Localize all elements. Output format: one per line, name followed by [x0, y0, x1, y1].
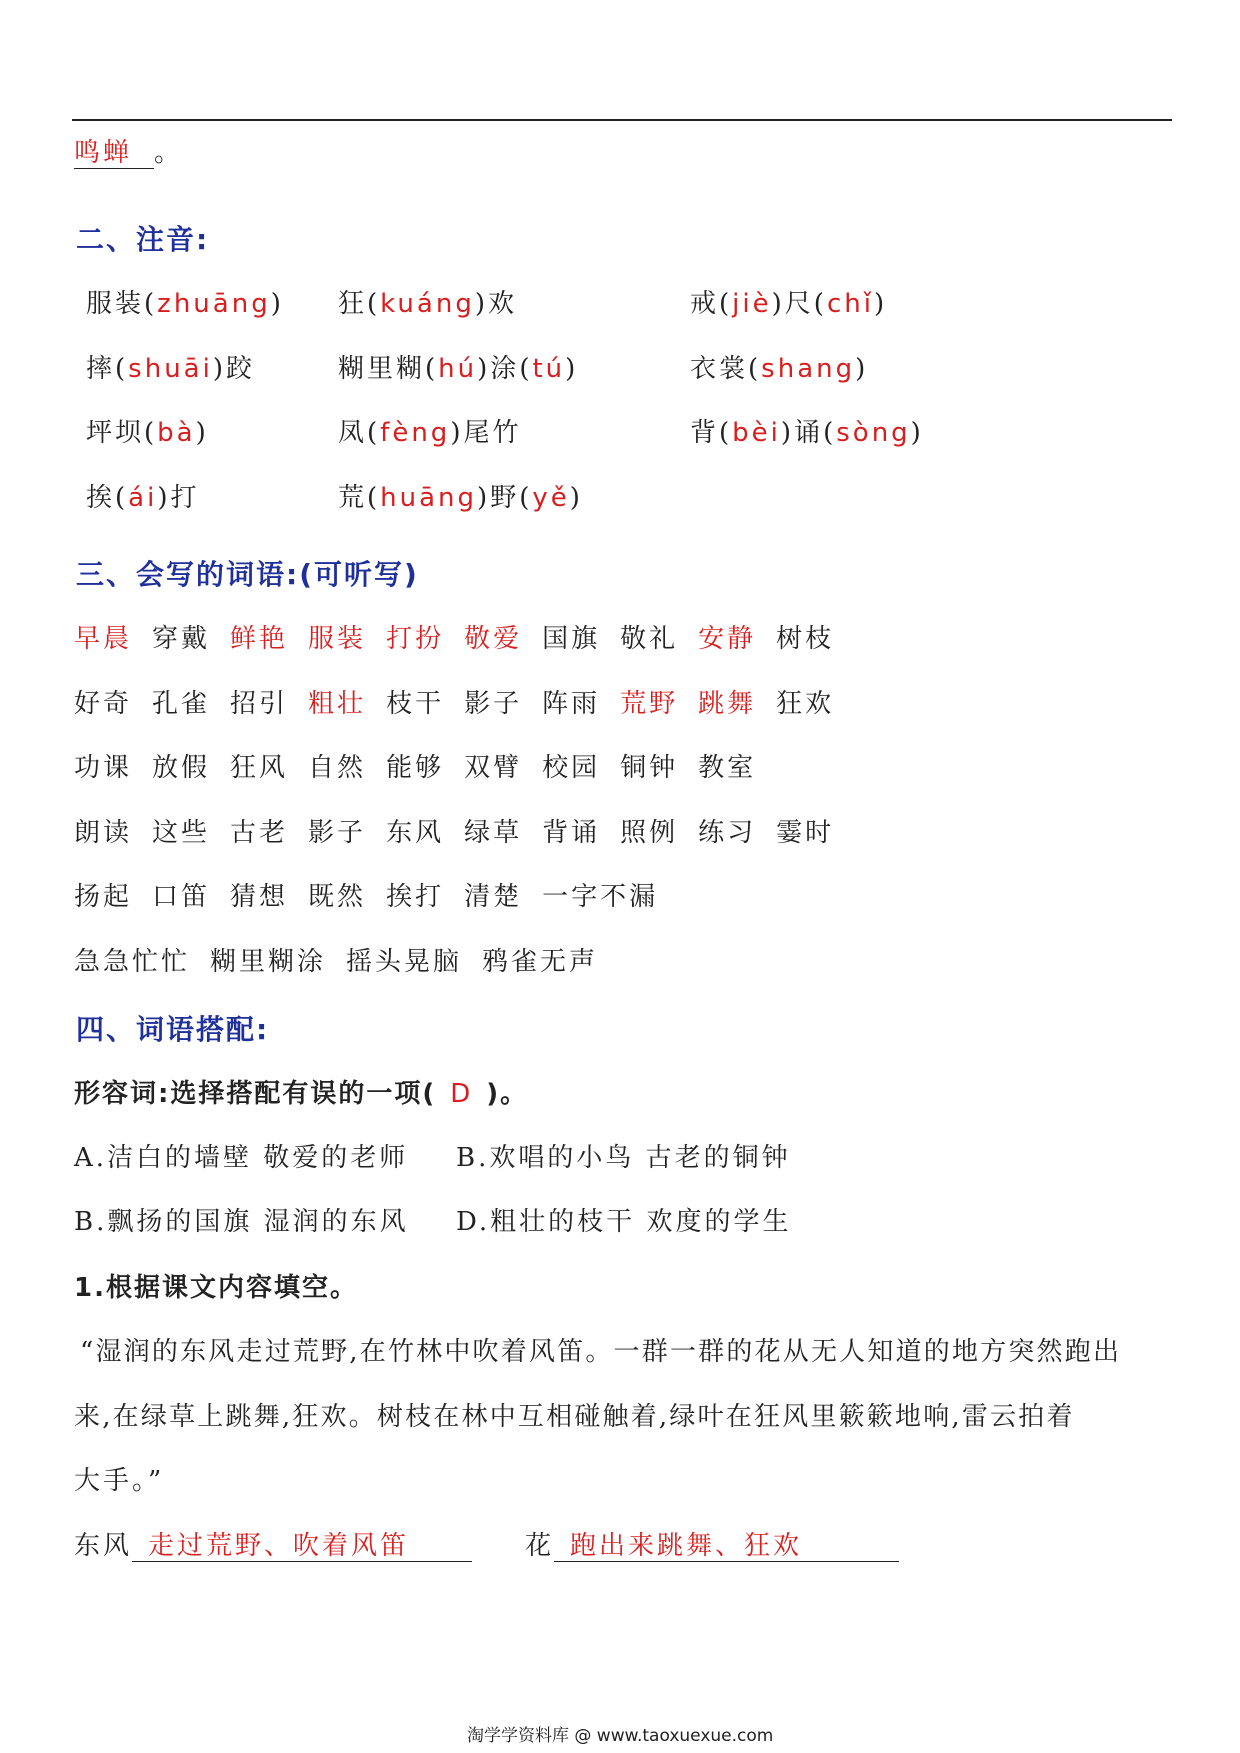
pinyin-item	[338, 283, 517, 320]
word-line	[74, 618, 854, 655]
vocab-word: 铜钟	[620, 753, 679, 783]
pinyin-word: 糊里糊	[338, 354, 426, 384]
pinyin-item	[338, 412, 521, 449]
option-b1: B.欢唱的小鸟 古老的铜钟	[456, 1143, 791, 1173]
paren-close: )	[474, 289, 488, 319]
vocab-word: 能够	[386, 753, 445, 783]
vocab-word: 安静	[698, 624, 757, 654]
vocab-word: 树枝	[776, 624, 835, 654]
vocab-word: 早晨	[74, 624, 133, 654]
pinyin-item	[690, 283, 887, 320]
paren-close: )	[450, 418, 464, 448]
pinyin-word: 狂	[338, 289, 368, 319]
vocab-word: 古老	[230, 818, 289, 848]
question-end: )。	[486, 1079, 529, 1109]
paren-close: )	[195, 418, 209, 448]
vocab-word: 糊里糊涂	[210, 947, 327, 977]
section-2-title: 二、注音:	[76, 223, 210, 256]
vocab-word: 一字不漏	[542, 882, 659, 912]
vocab-word: 敬爱	[464, 624, 523, 654]
pinyin-word: 涂	[490, 354, 520, 384]
footer-credit: 淘学学资料库 @ www.taoxuexue.com	[467, 1726, 774, 1746]
pinyin-word: 欢	[487, 289, 517, 319]
paren-close: )	[780, 418, 795, 448]
paren-open: (	[367, 289, 381, 319]
paren-close: )	[910, 418, 924, 448]
vocab-word: 放假	[152, 753, 211, 783]
question-text: 形容词:选择搭配有误的一项(	[74, 1079, 437, 1109]
pinyin-item	[690, 412, 924, 449]
vocab-word: 招引	[230, 689, 289, 719]
vocab-word: 急急忙忙	[74, 947, 191, 977]
vocab-word: 朗读	[74, 818, 133, 848]
pinyin-answer: kuáng	[380, 289, 475, 319]
top-period: 。	[154, 138, 184, 168]
pinyin-word: 尾竹	[463, 418, 522, 448]
pinyin-answer: bèi	[732, 418, 781, 448]
paren-close: )	[477, 354, 491, 384]
question-answer: D	[450, 1079, 473, 1109]
pinyin-word: 凤	[338, 418, 368, 448]
vocab-word: 阵雨	[542, 689, 601, 719]
fill-answer-1	[74, 1525, 472, 1562]
vocab-word: 这些	[152, 818, 211, 848]
pinyin-word: 荒	[338, 483, 368, 513]
pinyin-word: 挨	[86, 483, 116, 513]
paren-open: (	[519, 354, 533, 384]
word-line	[74, 876, 678, 913]
pinyin-answer: ái	[128, 483, 158, 513]
vocab-word: 影子	[464, 689, 523, 719]
vocab-word: 绿草	[464, 818, 523, 848]
word-line	[74, 747, 776, 784]
vocab-word: 自然	[308, 753, 367, 783]
vocab-word: 好奇	[74, 689, 133, 719]
pinyin-item	[86, 477, 200, 514]
vocab-word: 摇头晃脑	[346, 947, 463, 977]
vocab-word: 背诵	[542, 818, 601, 848]
paren-close: )	[873, 289, 888, 319]
pinyin-word: 坪坝	[86, 418, 145, 448]
pinyin-word: 衣裳	[690, 354, 749, 384]
top-answer: 鸣蝉	[74, 138, 154, 169]
vocab-word: 练习	[698, 818, 757, 848]
vocab-word: 鸦雀无声	[482, 947, 599, 977]
pinyin-answer: hú	[438, 354, 478, 384]
pinyin-item	[338, 348, 578, 385]
word-line	[74, 683, 854, 720]
paren-close: )	[565, 354, 579, 384]
vocab-word: 东风	[386, 818, 445, 848]
pinyin-answer: sòng	[836, 418, 911, 448]
section-4-title: 四、词语搭配:	[76, 1013, 270, 1046]
paren-open: (	[367, 418, 381, 448]
vocab-word: 打扮	[386, 624, 445, 654]
vocab-word: 孔雀	[152, 689, 211, 719]
vocab-word: 照例	[620, 818, 679, 848]
pinyin-answer: shang	[761, 354, 856, 384]
vocab-word: 荒野	[620, 689, 679, 719]
passage-line-2: 来,在绿草上跳舞,狂欢。树枝在林中互相碰触着,绿叶在狂风里簌簌地响,雷云拍着	[74, 1402, 1075, 1432]
passage-line-3: 大手。”	[74, 1466, 165, 1496]
vocab-word: 影子	[308, 818, 367, 848]
fill-answer-flowers: 跑出来跳舞、狂欢	[554, 1531, 899, 1562]
paren-close: )	[771, 289, 785, 319]
top-rule	[72, 119, 1172, 121]
paren-close: )	[212, 354, 226, 384]
pinyin-answer: fèng	[380, 418, 451, 448]
vocab-word: 口笛	[152, 882, 211, 912]
option-b2: B.飘扬的国旗 湿润的东风	[74, 1207, 409, 1237]
pinyin-answer: yě	[532, 483, 570, 513]
word-line	[74, 941, 618, 978]
vocab-word: 服装	[308, 624, 367, 654]
vocab-word: 清楚	[464, 882, 523, 912]
vocab-word: 挨打	[386, 882, 445, 912]
vocab-word: 穿戴	[152, 624, 211, 654]
pinyin-answer: jiè	[732, 289, 772, 319]
vocab-word: 跳舞	[698, 689, 757, 719]
passage-line-1: “湿润的东风走过荒野,在竹林中吹着风笛。一群一群的花从无人知道的地方突然跑出	[80, 1337, 1122, 1367]
pinyin-word: 服装	[86, 289, 145, 319]
fill-answer-2	[525, 1525, 899, 1562]
paren-open: (	[144, 418, 158, 448]
vocab-word: 教室	[698, 753, 757, 783]
pinyin-word: 尺	[784, 289, 814, 319]
paren-open: (	[367, 483, 381, 513]
pinyin-item	[338, 477, 583, 514]
pinyin-answer: huāng	[380, 483, 478, 513]
pinyin-word: 背	[690, 418, 720, 448]
paren-open: (	[519, 483, 533, 513]
pinyin-word: 诵	[794, 418, 824, 448]
vocab-word: 狂风	[230, 753, 289, 783]
pinyin-word: 野	[490, 483, 520, 513]
pinyin-answer: tú	[532, 354, 566, 384]
paren-close: )	[569, 483, 583, 513]
paren-open: (	[748, 354, 762, 384]
vocab-word: 功课	[74, 753, 133, 783]
vocab-word: 敬礼	[620, 624, 679, 654]
paren-open: (	[719, 418, 733, 448]
paren-open: (	[115, 483, 129, 513]
pinyin-answer: zhuāng	[157, 289, 271, 319]
pinyin-answer: chǐ	[826, 289, 874, 319]
pinyin-item	[86, 412, 209, 449]
fill-label-east-wind: 东风	[74, 1531, 133, 1561]
vocab-word: 狂欢	[776, 689, 835, 719]
paren-open: (	[823, 418, 837, 448]
vocab-word: 霎时	[776, 818, 835, 848]
vocab-word: 猜想	[230, 882, 289, 912]
vocab-word: 双臂	[464, 753, 523, 783]
paren-close: )	[270, 289, 284, 319]
pinyin-word: 摔	[86, 354, 116, 384]
vocab-word: 鲜艳	[230, 624, 289, 654]
pinyin-answer: shuāi	[128, 354, 213, 384]
paren-open: (	[425, 354, 439, 384]
paren-close: )	[157, 483, 171, 513]
paren-close: )	[477, 483, 491, 513]
option-d: D.粗壮的枝干 欢度的学生	[456, 1207, 792, 1237]
fill-title: 1.根据课文内容填空。	[74, 1273, 358, 1303]
pinyin-word: 戒	[690, 289, 720, 319]
option-a: A.洁白的墙壁 敬爱的老师	[74, 1143, 409, 1173]
top-answer-line	[74, 132, 183, 169]
vocab-word: 国旗	[542, 624, 601, 654]
fill-label-flowers: 花	[525, 1531, 555, 1561]
vocab-word: 校园	[542, 753, 601, 783]
paren-open: (	[719, 289, 733, 319]
vocab-word: 枝干	[386, 689, 445, 719]
pinyin-item	[86, 348, 255, 385]
paren-open: (	[813, 289, 827, 319]
pinyin-answer: bà	[157, 418, 196, 448]
paren-open: (	[144, 289, 158, 319]
word-line	[74, 812, 854, 849]
pinyin-word: 跤	[226, 354, 256, 384]
vocab-word: 扬起	[74, 882, 133, 912]
vocab-word: 粗壮	[308, 689, 367, 719]
pinyin-word: 打	[170, 483, 200, 513]
fill-answer-east-wind: 走过荒野、吹着风笛	[132, 1531, 472, 1562]
paren-close: )	[855, 354, 869, 384]
paren-open: (	[115, 354, 129, 384]
section-3-title: 三、会写的词语:(可听写)	[76, 558, 419, 591]
collocation-question	[74, 1073, 528, 1110]
pinyin-item	[690, 348, 868, 385]
vocab-word: 既然	[308, 882, 367, 912]
pinyin-item	[86, 283, 284, 320]
